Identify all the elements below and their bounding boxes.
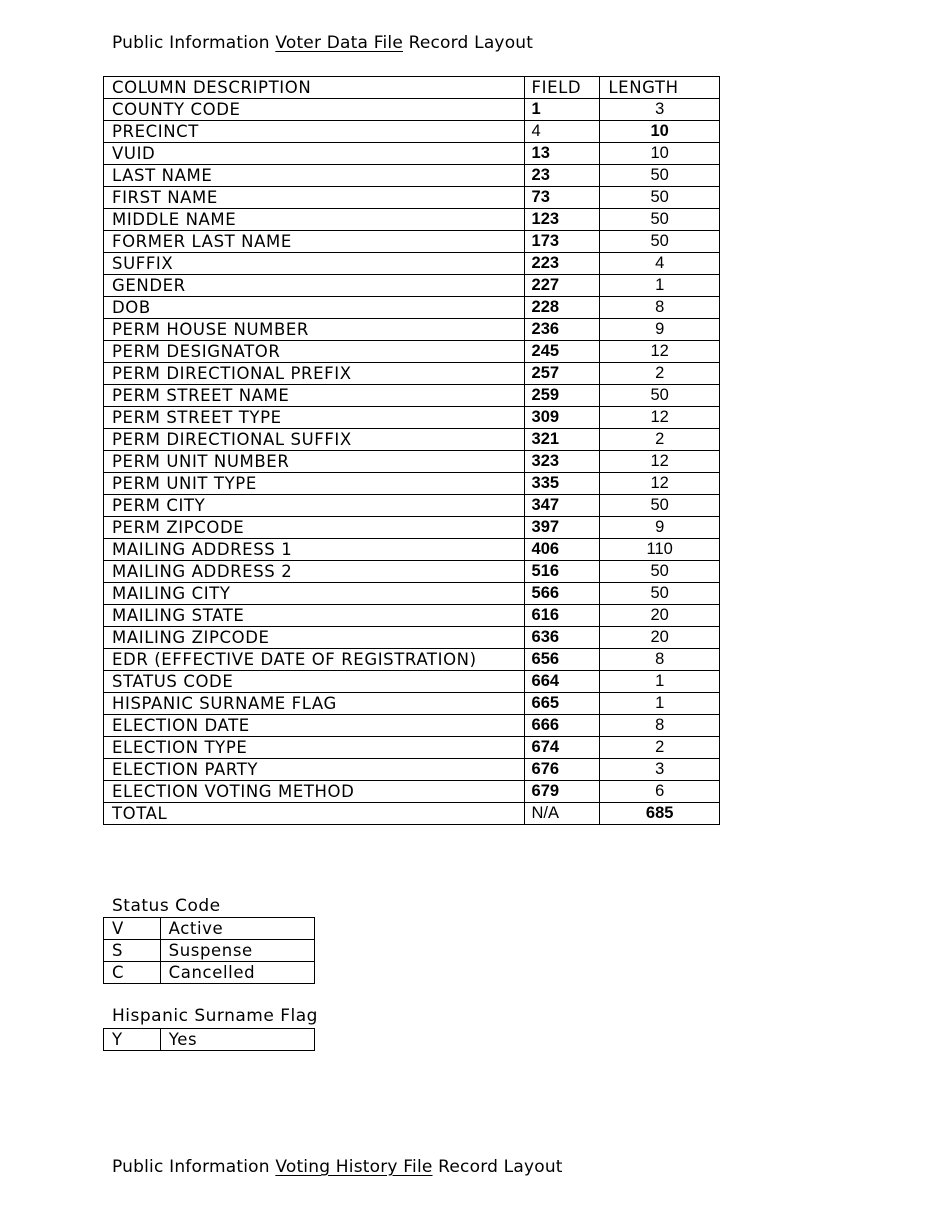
column-description-cell: PERM DIRECTIONAL PREFIX <box>104 363 525 385</box>
field-cell: 323 <box>524 451 600 473</box>
field-cell: 679 <box>524 781 600 803</box>
column-description-cell: MAILING ADDRESS 2 <box>104 561 525 583</box>
table-row <box>104 1029 315 1051</box>
table-row <box>104 561 720 583</box>
field-cell: 397 <box>524 517 600 539</box>
meaning-cell: Yes <box>160 1029 314 1051</box>
column-description-cell: PRECINCT <box>104 121 525 143</box>
field-cell: 674 <box>524 737 600 759</box>
length-cell: 12 <box>600 341 720 363</box>
table-header-row <box>104 77 720 99</box>
field-cell: 666 <box>524 715 600 737</box>
code-cell: C <box>104 962 161 984</box>
length-cell: 50 <box>600 209 720 231</box>
column-description-cell: PERM STREET NAME <box>104 385 525 407</box>
field-cell: 257 <box>524 363 600 385</box>
length-cell: 50 <box>600 231 720 253</box>
column-description-cell: SUFFIX <box>104 253 525 275</box>
column-description-cell: ELECTION DATE <box>104 715 525 737</box>
column-description-cell: PERM DESIGNATOR <box>104 341 525 363</box>
field-cell: 664 <box>524 671 600 693</box>
field-cell: 656 <box>524 649 600 671</box>
column-description-header: COLUMN DESCRIPTION <box>104 77 525 99</box>
length-cell: 10 <box>600 121 720 143</box>
length-cell: 8 <box>600 715 720 737</box>
column-description-cell: TOTAL <box>104 803 525 825</box>
length-cell: 50 <box>600 495 720 517</box>
length-cell: 1 <box>600 671 720 693</box>
column-description-cell: COUNTY CODE <box>104 99 525 121</box>
column-description-cell: PERM DIRECTIONAL SUFFIX <box>104 429 525 451</box>
meaning-cell: Cancelled <box>160 962 314 984</box>
heading-prefix: Public Information <box>112 33 276 53</box>
length-cell: 2 <box>600 429 720 451</box>
table-row <box>104 759 720 781</box>
column-description-cell: STATUS CODE <box>104 671 525 693</box>
column-description-cell: DOB <box>104 297 525 319</box>
length-cell: 685 <box>600 803 720 825</box>
column-description-cell: MIDDLE NAME <box>104 209 525 231</box>
field-cell: 616 <box>524 605 600 627</box>
column-description-cell: ELECTION VOTING METHOD <box>104 781 525 803</box>
length-cell: 50 <box>600 561 720 583</box>
length-cell: 50 <box>600 187 720 209</box>
field-cell: 566 <box>524 583 600 605</box>
table-row <box>104 99 720 121</box>
column-description-cell: MAILING ZIPCODE <box>104 627 525 649</box>
table-row <box>104 649 720 671</box>
column-description-cell: MAILING CITY <box>104 583 525 605</box>
table-row <box>104 407 720 429</box>
table-row <box>104 583 720 605</box>
table-row <box>104 940 315 962</box>
table-row <box>104 918 315 940</box>
table-row <box>104 385 720 407</box>
table-row <box>104 517 720 539</box>
column-description-cell: MAILING STATE <box>104 605 525 627</box>
heading-underlined-title: Voter Data File <box>275 33 403 53</box>
field-cell: 259 <box>524 385 600 407</box>
column-description-cell: GENDER <box>104 275 525 297</box>
length-cell: 9 <box>600 517 720 539</box>
column-description-cell: FORMER LAST NAME <box>104 231 525 253</box>
voting-history-file-heading <box>112 1157 563 1177</box>
field-cell: N/A <box>524 803 600 825</box>
column-description-cell: ELECTION PARTY <box>104 759 525 781</box>
table-row <box>104 429 720 451</box>
voter-data-file-heading <box>112 33 533 53</box>
column-description-cell: PERM STREET TYPE <box>104 407 525 429</box>
table-row <box>104 209 720 231</box>
length-cell: 20 <box>600 605 720 627</box>
length-cell: 110 <box>600 539 720 561</box>
heading-suffix: Record Layout <box>403 33 534 53</box>
length-cell: 8 <box>600 297 720 319</box>
table-row <box>104 962 315 984</box>
hispanic-surname-flag-caption: Hispanic Surname Flag <box>112 1006 318 1026</box>
table-row <box>104 143 720 165</box>
field-cell: 227 <box>524 275 600 297</box>
table-row <box>104 671 720 693</box>
length-cell: 50 <box>600 385 720 407</box>
table-row <box>104 605 720 627</box>
table-row <box>104 495 720 517</box>
length-cell: 4 <box>600 253 720 275</box>
field-cell: 13 <box>524 143 600 165</box>
field-cell: 4 <box>524 121 600 143</box>
table-row <box>104 121 720 143</box>
table-row <box>104 715 720 737</box>
column-description-cell: ELECTION TYPE <box>104 737 525 759</box>
table-row <box>104 473 720 495</box>
field-cell: 347 <box>524 495 600 517</box>
status-code-caption: Status Code <box>112 896 221 916</box>
column-description-cell: PERM HOUSE NUMBER <box>104 319 525 341</box>
table-row <box>104 319 720 341</box>
length-cell: 1 <box>600 275 720 297</box>
length-cell: 2 <box>600 363 720 385</box>
heading-underlined-title: Voting History File <box>275 1157 433 1177</box>
table-row <box>104 341 720 363</box>
column-description-cell: VUID <box>104 143 525 165</box>
table-row <box>104 803 720 825</box>
length-cell: 50 <box>600 165 720 187</box>
table-row <box>104 165 720 187</box>
length-cell: 12 <box>600 407 720 429</box>
field-cell: 245 <box>524 341 600 363</box>
heading-prefix: Public Information <box>112 1157 276 1177</box>
field-cell: 1 <box>524 99 600 121</box>
field-cell: 223 <box>524 253 600 275</box>
table-row <box>104 231 720 253</box>
status-code-table <box>103 917 315 984</box>
column-description-cell: EDR (EFFECTIVE DATE OF REGISTRATION) <box>104 649 525 671</box>
table-row <box>104 693 720 715</box>
meaning-cell: Active <box>160 918 314 940</box>
field-cell: 123 <box>524 209 600 231</box>
field-cell: 636 <box>524 627 600 649</box>
table-row <box>104 363 720 385</box>
length-cell: 3 <box>600 759 720 781</box>
code-cell: S <box>104 940 161 962</box>
column-description-cell: PERM UNIT NUMBER <box>104 451 525 473</box>
table-row <box>104 275 720 297</box>
field-cell: 335 <box>524 473 600 495</box>
column-description-cell: HISPANIC SURNAME FLAG <box>104 693 525 715</box>
meaning-cell: Suspense <box>160 940 314 962</box>
record-layout-table <box>103 76 720 825</box>
field-cell: 173 <box>524 231 600 253</box>
field-cell: 406 <box>524 539 600 561</box>
column-description-cell: PERM CITY <box>104 495 525 517</box>
length-cell: 20 <box>600 627 720 649</box>
table-row <box>104 627 720 649</box>
field-cell: 309 <box>524 407 600 429</box>
field-cell: 228 <box>524 297 600 319</box>
table-row <box>104 253 720 275</box>
column-description-cell: PERM ZIPCODE <box>104 517 525 539</box>
field-cell: 676 <box>524 759 600 781</box>
length-cell: 1 <box>600 693 720 715</box>
hispanic-surname-flag-table <box>103 1028 315 1051</box>
table-row <box>104 451 720 473</box>
field-cell: 23 <box>524 165 600 187</box>
heading-suffix: Record Layout <box>432 1157 563 1177</box>
length-cell: 12 <box>600 451 720 473</box>
length-cell: 12 <box>600 473 720 495</box>
column-description-cell: FIRST NAME <box>104 187 525 209</box>
length-cell: 9 <box>600 319 720 341</box>
column-description-cell: LAST NAME <box>104 165 525 187</box>
field-cell: 73 <box>524 187 600 209</box>
field-cell: 321 <box>524 429 600 451</box>
length-header: LENGTH <box>600 77 720 99</box>
field-cell: 236 <box>524 319 600 341</box>
field-header: FIELD <box>524 77 600 99</box>
table-row <box>104 781 720 803</box>
length-cell: 2 <box>600 737 720 759</box>
table-row <box>104 737 720 759</box>
length-cell: 6 <box>600 781 720 803</box>
table-row <box>104 539 720 561</box>
column-description-cell: PERM UNIT TYPE <box>104 473 525 495</box>
length-cell: 10 <box>600 143 720 165</box>
field-cell: 516 <box>524 561 600 583</box>
code-cell: V <box>104 918 161 940</box>
length-cell: 8 <box>600 649 720 671</box>
length-cell: 50 <box>600 583 720 605</box>
field-cell: 665 <box>524 693 600 715</box>
table-row <box>104 187 720 209</box>
length-cell: 3 <box>600 99 720 121</box>
column-description-cell: MAILING ADDRESS 1 <box>104 539 525 561</box>
table-row <box>104 297 720 319</box>
code-cell: Y <box>104 1029 161 1051</box>
